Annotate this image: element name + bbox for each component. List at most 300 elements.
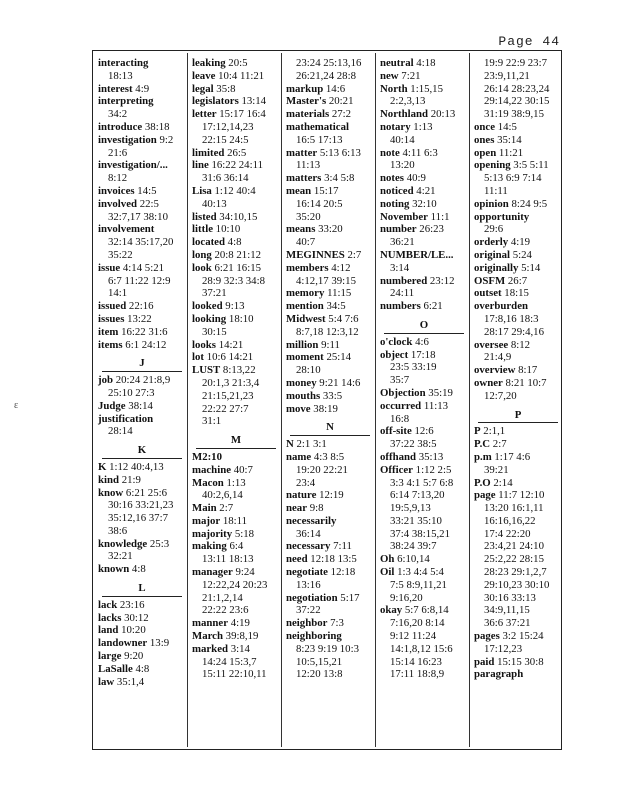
page-refs: 17:11 18:8,9 bbox=[390, 668, 445, 681]
page-number: Page 44 bbox=[498, 34, 560, 49]
index-term: Lisa bbox=[192, 184, 212, 197]
page-refs: 5:13 6:13 bbox=[317, 146, 361, 159]
index-term: move bbox=[286, 402, 311, 415]
index-entry bbox=[98, 563, 186, 576]
index-term: paid bbox=[474, 655, 495, 668]
index-term: Judge bbox=[98, 399, 126, 412]
index-term: page bbox=[474, 489, 496, 502]
index-entry bbox=[286, 351, 374, 364]
index-entry bbox=[192, 83, 280, 96]
index-term: landowner bbox=[98, 637, 148, 650]
index-column-5 bbox=[474, 57, 562, 681]
page-refs: 8:24 9:5 bbox=[508, 197, 548, 210]
page-refs: 5:18 bbox=[232, 527, 255, 540]
index-term: look bbox=[192, 261, 212, 274]
page-refs: 21:9 bbox=[119, 473, 141, 486]
column-divider bbox=[187, 53, 188, 747]
page-refs: 20:21 bbox=[326, 95, 354, 108]
index-term: million bbox=[286, 338, 319, 351]
index-term: lacks bbox=[98, 611, 122, 624]
page-refs: 12:7,20 bbox=[484, 389, 517, 402]
page-refs: 38:18 bbox=[142, 120, 170, 133]
page-refs: 37:22 38:5 bbox=[390, 438, 437, 451]
index-entry bbox=[286, 108, 374, 121]
index-entry bbox=[286, 489, 374, 502]
page-refs: 8:17 bbox=[515, 364, 538, 377]
page-refs: 2:7 bbox=[344, 248, 362, 261]
page-refs: 4:11 6:3 bbox=[399, 146, 438, 159]
index-entry bbox=[98, 262, 186, 275]
page-refs: 36:14 bbox=[296, 527, 321, 540]
index-continuation: 31:19 38:9,15 bbox=[484, 108, 544, 121]
page-refs: 14:1 bbox=[108, 287, 128, 300]
index-entry bbox=[192, 630, 280, 643]
page-refs: 38:14 bbox=[125, 399, 153, 412]
index-entry bbox=[192, 108, 280, 121]
index-entry bbox=[98, 339, 186, 352]
index-entry bbox=[380, 349, 468, 362]
index-entry bbox=[286, 313, 374, 326]
page-refs: 9:24 bbox=[232, 566, 255, 579]
index-entry bbox=[474, 236, 562, 249]
page-refs: 3:14 bbox=[390, 261, 410, 274]
page-refs: 11:7 12:10 bbox=[495, 489, 545, 502]
index-entry bbox=[474, 425, 562, 438]
index-term: numbers bbox=[380, 300, 421, 313]
index-entry bbox=[192, 95, 280, 108]
page-refs: 5:4 7:6 bbox=[325, 312, 359, 325]
page-refs: 26:5 bbox=[224, 146, 247, 159]
index-entry bbox=[474, 630, 562, 643]
index-term: leaking bbox=[192, 57, 226, 69]
page-refs: 11:21 bbox=[496, 146, 524, 159]
index-term: matter bbox=[286, 146, 318, 159]
index-entry bbox=[98, 134, 186, 147]
index-term: land bbox=[98, 624, 119, 637]
index-entry bbox=[98, 400, 186, 413]
index-entry bbox=[380, 336, 468, 349]
page-refs: 14:21 bbox=[216, 338, 244, 351]
index-term: investigation/... bbox=[98, 159, 168, 172]
index-entry bbox=[98, 159, 186, 172]
page-refs: 18:15 bbox=[501, 287, 529, 300]
index-term: object bbox=[380, 348, 409, 361]
index-term: OSFM bbox=[474, 274, 506, 287]
index-entry bbox=[192, 70, 280, 83]
page-refs: 17:8,16 18:3 bbox=[484, 312, 539, 325]
index-entry bbox=[380, 604, 468, 617]
page-refs: 26:7 bbox=[505, 274, 528, 287]
index-entry bbox=[192, 339, 280, 352]
page-refs: 17:18 bbox=[408, 348, 436, 361]
index-entry bbox=[192, 617, 280, 630]
index-column-3 bbox=[286, 57, 374, 681]
index-entry bbox=[474, 656, 562, 669]
index-term: Midwest bbox=[286, 312, 326, 325]
index-term: LaSalle bbox=[98, 662, 133, 675]
page-refs: 35:20 bbox=[296, 210, 321, 223]
index-term: looking bbox=[192, 312, 227, 325]
page-refs: 30:12 bbox=[121, 611, 149, 624]
index-term: K bbox=[98, 460, 107, 473]
page-refs: 23:16 bbox=[117, 598, 145, 611]
index-entry bbox=[380, 83, 468, 96]
index-entry bbox=[474, 159, 562, 172]
index-term: marked bbox=[192, 642, 228, 655]
index-entry bbox=[192, 528, 280, 541]
index-term: job bbox=[98, 374, 113, 387]
page-refs: 21:1,2,14 bbox=[202, 591, 243, 604]
index-entry bbox=[98, 198, 186, 211]
index-continuation: 19:9 22:9 23:7 bbox=[484, 57, 547, 69]
page-refs: 7:3 bbox=[327, 617, 344, 630]
index-entry bbox=[192, 147, 280, 160]
index-entry bbox=[192, 185, 280, 198]
index-entry bbox=[474, 477, 562, 490]
page-refs: 28:23 29:1,2,7 bbox=[484, 566, 547, 579]
index-term: P bbox=[474, 425, 481, 438]
index-term: new bbox=[380, 69, 399, 82]
page-refs: 29:6 bbox=[484, 223, 504, 236]
page-refs: 40:7 bbox=[296, 236, 316, 249]
page-refs: 11:15 bbox=[324, 287, 352, 300]
page-refs: 22:5 bbox=[137, 197, 159, 210]
page-refs: 4:6 bbox=[412, 335, 429, 348]
page-refs: 15:11 22:10,11 bbox=[202, 668, 267, 681]
index-term: LUST bbox=[192, 364, 221, 377]
index-term: mathematical bbox=[286, 120, 349, 133]
page-refs: 37:4 38:15,21 bbox=[390, 527, 450, 540]
index-entry bbox=[286, 147, 374, 160]
page-refs: 4:19 bbox=[508, 236, 531, 249]
index-entry bbox=[192, 57, 280, 70]
index-column-1 bbox=[98, 57, 186, 688]
page-refs: 6:21 16:15 bbox=[211, 261, 261, 274]
page-refs: 4:18 bbox=[413, 57, 436, 69]
page-refs: 8:12 bbox=[508, 338, 531, 351]
index-term: issued bbox=[98, 300, 127, 313]
page-refs: 6:14 7:13,20 bbox=[390, 489, 445, 502]
index-term: November bbox=[380, 210, 428, 223]
index-column-4 bbox=[380, 57, 468, 681]
index-entry bbox=[380, 198, 468, 211]
index-term: interest bbox=[98, 82, 133, 95]
page-refs: 8:21 10:7 bbox=[502, 376, 547, 389]
page-refs: 32:7,17 38:10 bbox=[108, 210, 168, 223]
index-term: notes bbox=[380, 172, 404, 185]
index-entry bbox=[286, 223, 374, 236]
page-refs: 22:15 24:5 bbox=[202, 133, 249, 146]
index-entry bbox=[192, 502, 280, 515]
index-continuation: 23:24 25:13,16 bbox=[296, 57, 362, 69]
page-refs: 36:21 bbox=[390, 236, 415, 249]
page-refs: 1:17 4:6 bbox=[491, 450, 531, 463]
index-term: neutral bbox=[380, 57, 414, 69]
index-term: looks bbox=[192, 338, 217, 351]
page-refs: 32:14 35:17,20 bbox=[108, 236, 174, 249]
index-term: legislators bbox=[192, 95, 239, 108]
index-term: mouths bbox=[286, 389, 321, 402]
index-term: manager bbox=[192, 566, 233, 579]
section-letter: O bbox=[384, 319, 464, 334]
index-term: involvement bbox=[98, 223, 155, 236]
index-entry bbox=[192, 211, 280, 224]
index-entry bbox=[192, 300, 280, 313]
page-refs: 33:20 bbox=[315, 223, 343, 236]
page-refs: 35:22 bbox=[108, 248, 133, 261]
index-entry bbox=[286, 553, 374, 566]
index-entry bbox=[474, 451, 562, 464]
page-refs: 6:21 bbox=[420, 300, 443, 313]
page-refs: 16:5 17:13 bbox=[296, 133, 343, 146]
index-term: matters bbox=[286, 172, 322, 185]
index-entry bbox=[98, 612, 186, 625]
page-refs: 37:21 bbox=[202, 287, 227, 300]
page-refs: 35:13 bbox=[416, 450, 444, 463]
index-entry bbox=[286, 630, 374, 643]
index-term: necessarily bbox=[286, 514, 337, 527]
page-refs: 1:12 40:4 bbox=[211, 184, 256, 197]
index-term: involved bbox=[98, 197, 137, 210]
index-entry bbox=[192, 451, 280, 464]
page-refs: 16:14 20:5 bbox=[296, 197, 343, 210]
index-term: Master's bbox=[286, 95, 327, 108]
page-refs: 35:7 bbox=[390, 374, 410, 387]
index-entry bbox=[380, 185, 468, 198]
index-entry bbox=[380, 464, 468, 477]
index-entry bbox=[286, 339, 374, 352]
index-entry bbox=[380, 147, 468, 160]
page-refs: 3:3 4:1 5:7 6:8 bbox=[390, 476, 454, 489]
index-entry bbox=[474, 147, 562, 160]
page-refs: 32:21 bbox=[108, 550, 133, 563]
page-refs: 25:14 bbox=[323, 351, 352, 364]
page-refs: 14:24 15:3,7 bbox=[202, 655, 257, 668]
page-refs: 12:18 bbox=[327, 566, 356, 579]
index-term: materials bbox=[286, 108, 330, 121]
index-term: interpreting bbox=[98, 95, 154, 108]
index-term: Oil bbox=[380, 566, 395, 579]
index-entry bbox=[286, 300, 374, 313]
index-entry bbox=[380, 451, 468, 464]
page-refs: 6:7 11:22 12:9 bbox=[108, 274, 171, 287]
page-refs: 30:16 33:21,23 bbox=[108, 499, 174, 512]
index-term: law bbox=[98, 675, 115, 688]
index-entry bbox=[474, 121, 562, 134]
index-entry bbox=[98, 413, 186, 426]
page-refs: 31:1 bbox=[202, 415, 222, 428]
page-refs: 1:13 bbox=[223, 476, 246, 489]
index-entry bbox=[380, 400, 468, 413]
index-entry bbox=[286, 540, 374, 553]
index-term: neighbor bbox=[286, 617, 328, 630]
index-term: owner bbox=[474, 376, 503, 389]
page-refs: 3:5 5:11 bbox=[510, 159, 549, 172]
index-term: machine bbox=[192, 463, 231, 476]
page-refs: 20:13 bbox=[428, 108, 456, 121]
index-term: item bbox=[98, 325, 119, 338]
page-refs: 20:5 bbox=[225, 57, 248, 69]
index-term: interacting bbox=[98, 57, 149, 69]
index-term: little bbox=[192, 223, 213, 236]
index-entry bbox=[474, 300, 562, 313]
index-term: negotiate bbox=[286, 566, 328, 579]
index-entry bbox=[98, 676, 186, 689]
index-term: original bbox=[474, 248, 510, 261]
page-refs: 1:12 40:4,13 bbox=[106, 460, 164, 473]
index-entry bbox=[474, 211, 562, 224]
index-term: issues bbox=[98, 312, 125, 325]
index-term: off-site bbox=[380, 425, 412, 438]
index-entry bbox=[98, 474, 186, 487]
index-entry bbox=[98, 599, 186, 612]
page-refs: 6:10,14 bbox=[394, 553, 430, 566]
page-refs: 13:20 16:1,11 bbox=[484, 502, 544, 515]
index-entry bbox=[380, 275, 468, 288]
page-refs: 34:2 bbox=[108, 108, 128, 121]
page-refs: 4:9 bbox=[132, 82, 150, 95]
page-refs: 3:14 bbox=[228, 642, 250, 655]
index-term: noticed bbox=[380, 184, 414, 197]
index-entry bbox=[286, 121, 374, 134]
page-refs: 20:24 21:8,9 bbox=[113, 374, 171, 387]
page-refs: 4:8 bbox=[129, 563, 146, 576]
index-continuation: 23:9,11,21 bbox=[484, 69, 530, 82]
page-refs: 8:12 bbox=[108, 172, 128, 185]
page-refs: 15:14 16:23 bbox=[390, 655, 442, 668]
page-refs: 13:14 bbox=[238, 95, 267, 108]
index-entry bbox=[380, 172, 468, 185]
page-refs: 13:20 bbox=[390, 159, 415, 172]
page-refs: 38:6 bbox=[108, 524, 128, 537]
index-entry bbox=[98, 637, 186, 650]
index-term: justification bbox=[98, 412, 154, 425]
page-refs: 1:3 4:4 5:4 bbox=[394, 566, 444, 579]
index-term: M2:10 bbox=[192, 450, 222, 463]
index-continuation: 29:14,22 30:15 bbox=[484, 95, 550, 108]
index-term: Northland bbox=[380, 108, 428, 121]
page-refs: 11:1 bbox=[427, 210, 450, 223]
page-refs: 2:1 3:1 bbox=[293, 438, 327, 451]
margin-mark: ε bbox=[14, 400, 19, 411]
page-refs: 14:5 bbox=[134, 184, 157, 197]
index-term: N bbox=[286, 438, 294, 451]
index-entry bbox=[286, 451, 374, 464]
page-refs: 18:10 bbox=[226, 312, 254, 325]
page-refs: 40:7 bbox=[231, 463, 253, 476]
page-refs: 25:10 27:3 bbox=[108, 386, 155, 399]
index-term: Officer bbox=[380, 463, 413, 476]
page-refs: 5:13 6:9 7:14 bbox=[484, 172, 542, 185]
index-entry bbox=[192, 236, 280, 249]
index-entry bbox=[192, 515, 280, 528]
index-term: orderly bbox=[474, 236, 509, 249]
index-entry bbox=[286, 566, 374, 579]
page-refs: 2:1,1 bbox=[480, 425, 506, 438]
index-term: letter bbox=[192, 108, 217, 121]
index-entry bbox=[474, 262, 562, 275]
index-column-2 bbox=[192, 57, 280, 681]
index-term: long bbox=[192, 248, 212, 261]
page-refs: 4:12 bbox=[328, 261, 351, 274]
page-refs: 4:19 bbox=[228, 617, 250, 630]
index-term: looked bbox=[192, 300, 223, 313]
index-entry bbox=[286, 95, 374, 108]
index-term: o'clock bbox=[380, 335, 413, 348]
index-entry bbox=[474, 377, 562, 390]
page-refs: 16:8 bbox=[390, 412, 410, 425]
index-term: March bbox=[192, 630, 223, 643]
index-entry bbox=[98, 223, 186, 236]
index-continuation: 26:21,24 28:8 bbox=[296, 69, 356, 82]
index-entry bbox=[380, 566, 468, 579]
page-refs: 5:17 bbox=[337, 591, 360, 604]
index-entry bbox=[286, 502, 374, 515]
index-term: legal bbox=[192, 82, 214, 95]
index-entry bbox=[286, 185, 374, 198]
index-term: negotiation bbox=[286, 591, 338, 604]
index-term: pages bbox=[474, 630, 500, 643]
index-entry bbox=[286, 172, 374, 185]
page-refs: 18:11 bbox=[220, 514, 248, 527]
index-term: noting bbox=[380, 197, 410, 210]
index-term: P.O bbox=[474, 476, 491, 489]
index-term: mention bbox=[286, 300, 324, 313]
index-entry bbox=[98, 374, 186, 387]
page-refs: 2:2,3,13 bbox=[390, 95, 426, 108]
index-term: note bbox=[380, 146, 400, 159]
index-table bbox=[92, 50, 562, 750]
index-term: MEGINNES bbox=[286, 248, 345, 261]
index-continuation: 26:14 28:23,24 bbox=[484, 82, 550, 95]
page-refs: 35:1,4 bbox=[114, 675, 145, 688]
index-term: investigation bbox=[98, 133, 157, 146]
index-term: introduce bbox=[98, 120, 143, 133]
page-refs: 23:12 bbox=[427, 274, 455, 287]
page-refs: 8:23 9:19 10:3 bbox=[296, 642, 359, 655]
page-refs: 30:15 bbox=[202, 325, 227, 338]
page-refs: 4:8 bbox=[224, 236, 242, 249]
page-refs: 23:5 33:19 bbox=[390, 361, 437, 374]
page-refs: 38:19 bbox=[310, 402, 338, 415]
index-entry bbox=[98, 650, 186, 663]
page-refs: 9:16,20 bbox=[390, 591, 423, 604]
page-refs: 13:22 bbox=[124, 312, 152, 325]
page-refs: 11:13 bbox=[296, 159, 321, 172]
index-entry bbox=[98, 83, 186, 96]
page-refs: 9:12 11:24 bbox=[390, 630, 437, 643]
page-refs: 10:10 bbox=[212, 223, 241, 236]
page-refs: 25:2,22 28:15 bbox=[484, 553, 544, 566]
page-refs: 9:21 14:6 bbox=[316, 376, 361, 389]
index-entry bbox=[380, 121, 468, 134]
page-refs: 9:20 bbox=[121, 650, 144, 663]
index-term: overburden bbox=[474, 300, 528, 313]
page-refs: 16:22 31:6 bbox=[118, 325, 168, 338]
index-entry bbox=[380, 211, 468, 224]
page-refs: 7:21 bbox=[398, 69, 421, 82]
page-refs: 5:7 6:8,14 bbox=[402, 604, 449, 617]
page-refs: 8:7,18 12:3,12 bbox=[296, 325, 359, 338]
index-entry bbox=[380, 300, 468, 313]
index-entry bbox=[380, 387, 468, 400]
page-refs: 34:10,15 bbox=[216, 210, 258, 223]
page-refs: 17:12,23 bbox=[484, 642, 523, 655]
page-refs: 20:1,3 21:3,4 bbox=[202, 376, 260, 389]
page-refs: 36:6 37:21 bbox=[484, 617, 531, 630]
index-entry bbox=[286, 377, 374, 390]
page-refs: 6:21 25:6 bbox=[123, 486, 168, 499]
